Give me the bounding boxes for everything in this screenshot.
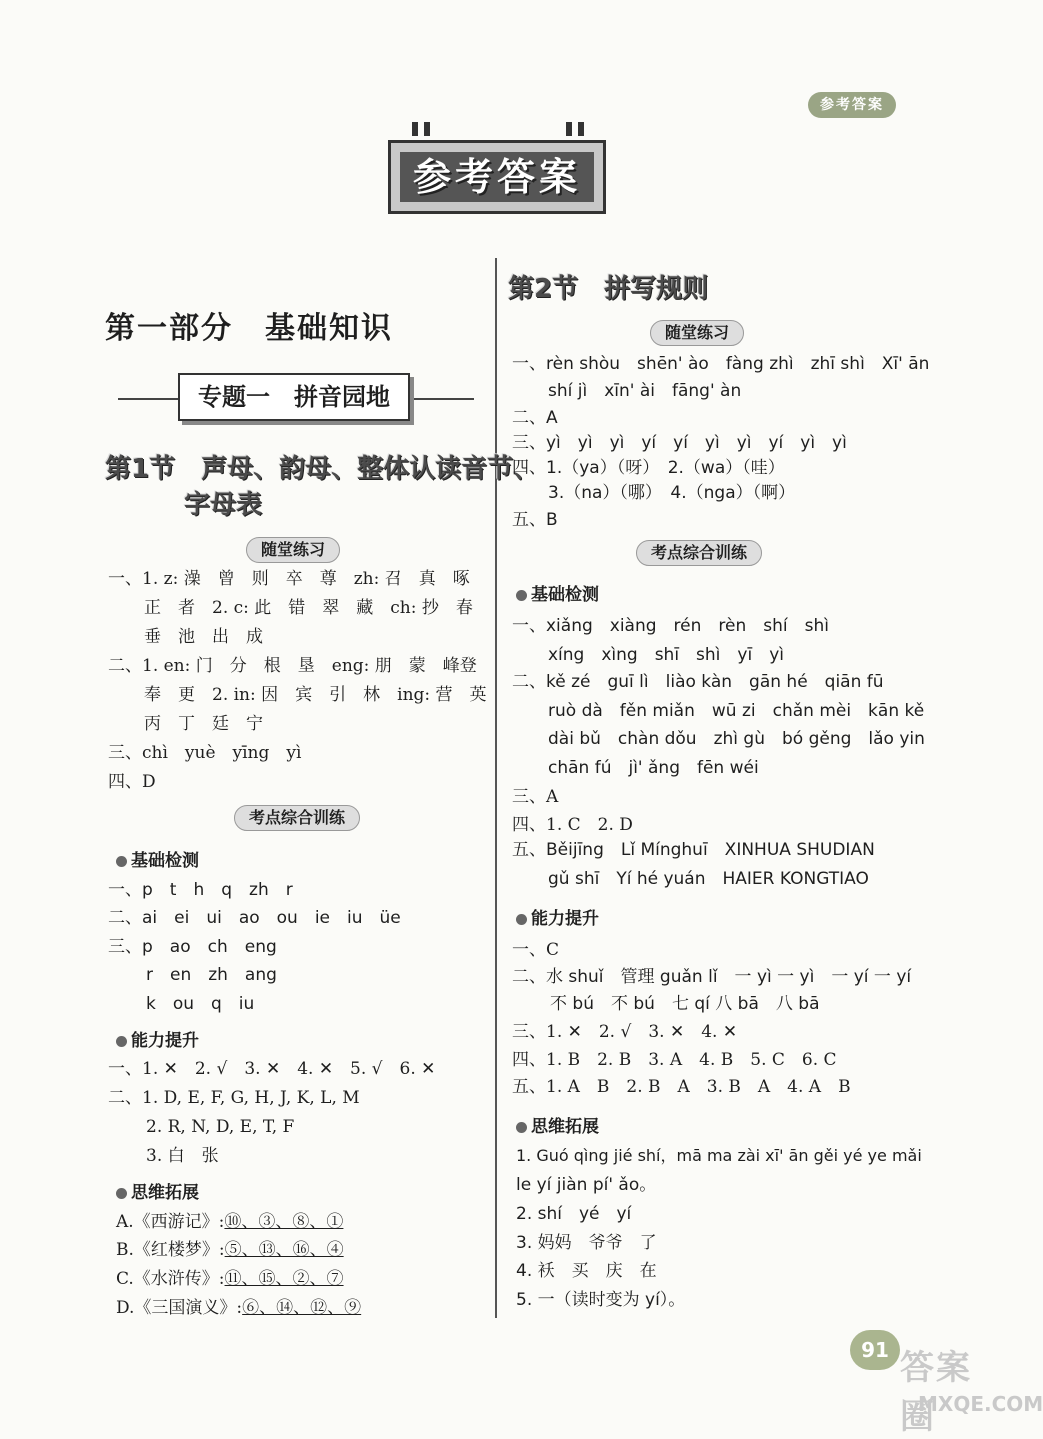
header-badge: 参考答案 bbox=[808, 92, 896, 118]
answer-line: B.《红楼梦》:⑤、⑬、⑯、④ bbox=[116, 1240, 344, 1260]
answer-line: 3. 白 张 bbox=[146, 1146, 219, 1166]
answer-line: 一、1. ✕ 2. √ 3. ✕ 4. ✕ 5. √ 6. ✕ bbox=[108, 1059, 436, 1079]
answer-line: 二、1. D, E, F, G, H, J, K, L, M bbox=[108, 1088, 360, 1108]
subsection-title: 基础检测 bbox=[116, 846, 199, 871]
part-title: 第一部分 基础知识 bbox=[105, 311, 393, 346]
practice-pill: 随堂练习 bbox=[246, 537, 340, 563]
subsection-title: 能力提升 bbox=[516, 904, 599, 929]
watermark-logo: 答案圈 bbox=[900, 1348, 972, 1437]
answer-line: 五、B bbox=[512, 510, 558, 530]
answer-line: k ou q iu bbox=[146, 994, 255, 1014]
title-tab bbox=[412, 122, 418, 136]
comprehensive-pill: 考点综合训练 bbox=[636, 540, 762, 566]
answer-line: 一、xiǎng xiàng rén rèn shí shì bbox=[512, 616, 829, 636]
answer-line: 奉 更 2. in: 因 宾 引 林 ing: 营 英 bbox=[144, 685, 487, 705]
column-divider bbox=[495, 258, 497, 1318]
answer-line: xíng xìng shī shì yī yì bbox=[548, 645, 784, 665]
answer-line: 2. shí yé yí bbox=[516, 1204, 632, 1224]
answer-line: 五、1. A B 2. B A 3. B A 4. A B bbox=[512, 1077, 851, 1097]
bullet-icon bbox=[516, 590, 527, 601]
comprehensive-pill: 考点综合训练 bbox=[234, 805, 360, 831]
topic-rule-left bbox=[118, 398, 178, 400]
answer-line: 三、p ao ch eng bbox=[108, 937, 277, 957]
answer-line: 5. 一（读时变为 yí）。 bbox=[516, 1290, 686, 1310]
answer-line: 2. R, N, D, E, T, F bbox=[146, 1117, 295, 1137]
answer-line: 二、ai ei ui ao ou ie iu üe bbox=[108, 908, 401, 928]
watermark-url: MXQE.COM bbox=[918, 1392, 1043, 1416]
answer-line: 1. Guó qìng jié shí，mā ma zài xī' ān gěi yé ye mǎi bbox=[516, 1146, 922, 1165]
answer-line: 四、1. C 2. D bbox=[512, 815, 633, 835]
answer-line: 三、1. ✕ 2. √ 3. ✕ 4. ✕ bbox=[512, 1022, 738, 1042]
subsection-title: 基础检测 bbox=[516, 580, 599, 605]
title-tab bbox=[566, 122, 572, 136]
answer-line: 一、C bbox=[512, 940, 560, 960]
subsection-title: 能力提升 bbox=[116, 1026, 199, 1051]
answer-line: C.《水浒传》:⑪、⑮、②、⑦ bbox=[116, 1269, 344, 1289]
subsection-title: 思维拓展 bbox=[116, 1178, 199, 1203]
answer-line: 三、yì yì yì yí yí yì yì yí yì yì bbox=[512, 433, 847, 453]
bullet-icon bbox=[516, 1122, 527, 1133]
bullet-icon bbox=[516, 914, 527, 925]
answer-line: 三、chì yuè yīng yì bbox=[108, 743, 302, 763]
answer-line: 一、p t h q zh r bbox=[108, 880, 293, 900]
bullet-icon bbox=[116, 1188, 127, 1199]
answer-line: A.《西游记》:⑩、③、⑧、① bbox=[116, 1212, 344, 1232]
answer-line: 三、A bbox=[512, 787, 559, 807]
page-title: 参考答案 bbox=[400, 152, 594, 202]
answer-line: 二、kě zé guī lì liào kàn gān hé qiān fū bbox=[512, 672, 884, 692]
answer-line: 五、Běijīng Lǐ Mínghuī XINHUA SHUDIAN bbox=[512, 840, 875, 860]
title-tab bbox=[578, 122, 584, 136]
answer-line: 四、1.（ya）（呀） 2.（wa）（哇） bbox=[512, 458, 785, 478]
answer-line: 二、水 shuǐ 管理 guǎn lǐ 一 yì 一 yì 一 yí 一 yí bbox=[512, 967, 912, 987]
answer-line: 正 者 2. c: 此 错 翠 藏 ch: 抄 春 bbox=[144, 598, 473, 618]
topic-title: 专题一 拼音园地 bbox=[178, 373, 410, 421]
answer-line: 不 bú 不 bú 七 qí 八 bā 八 bā bbox=[550, 994, 820, 1014]
answer-line: 丙 丁 廷 宁 bbox=[144, 714, 263, 734]
practice-pill: 随堂练习 bbox=[650, 320, 744, 346]
title-tab bbox=[424, 122, 430, 136]
answer-line: gǔ shī Yí hé yuán HAIER KONGTIAO bbox=[548, 869, 869, 889]
section-title-continued: 字母表 bbox=[184, 490, 263, 520]
answer-line: 垂 池 出 成 bbox=[144, 627, 263, 647]
answer-line: 二、1. en: 门 分 根 垦 eng: 朋 蒙 峰登 bbox=[108, 656, 477, 676]
section-title: 第1节 声母、韵母、整体认读音节、 bbox=[105, 454, 540, 484]
answer-line: dài bǔ chàn dǒu zhì gù bó gěng lǎo yin bbox=[548, 729, 925, 749]
section-title: 第2节 拼写规则 bbox=[508, 274, 709, 304]
answer-line: 3. 妈妈 爷爷 了 bbox=[516, 1233, 657, 1253]
bullet-icon bbox=[116, 856, 127, 867]
answer-line: 4. 袄 买 庆 在 bbox=[516, 1261, 657, 1281]
answer-line: 3.（na）（哪） 4.（nga）（啊） bbox=[548, 483, 796, 503]
page-number: 91 bbox=[850, 1330, 900, 1370]
answer-line: D.《三国演义》:⑥、⑭、⑫、⑨ bbox=[116, 1298, 362, 1318]
answer-line: le yí jiàn pí' ǎo。 bbox=[516, 1175, 657, 1195]
answer-line: ruò dà fěn miǎn wū zi chǎn mèi kān kě bbox=[548, 701, 925, 721]
answer-line: 二、A bbox=[512, 408, 558, 428]
answer-line: 四、D bbox=[108, 772, 156, 792]
answer-line: chān fú jì' ǎng fēn wéi bbox=[548, 758, 759, 778]
answer-line: r en zh ang bbox=[146, 965, 277, 985]
answer-line: 一、1. z: 澡 曾 则 卒 尊 zh: 召 真 啄 bbox=[108, 569, 470, 589]
topic-rule-right bbox=[410, 398, 474, 400]
bullet-icon bbox=[116, 1036, 127, 1047]
subsection-title: 思维拓展 bbox=[516, 1112, 599, 1137]
answer-line: shí jì xīn' ài fāng' àn bbox=[548, 381, 742, 401]
answer-line: 一、rèn shòu shēn' ào fàng zhì zhī shì Xī' ān bbox=[512, 354, 930, 374]
answer-line: 四、1. B 2. B 3. A 4. B 5. C 6. C bbox=[512, 1050, 837, 1070]
